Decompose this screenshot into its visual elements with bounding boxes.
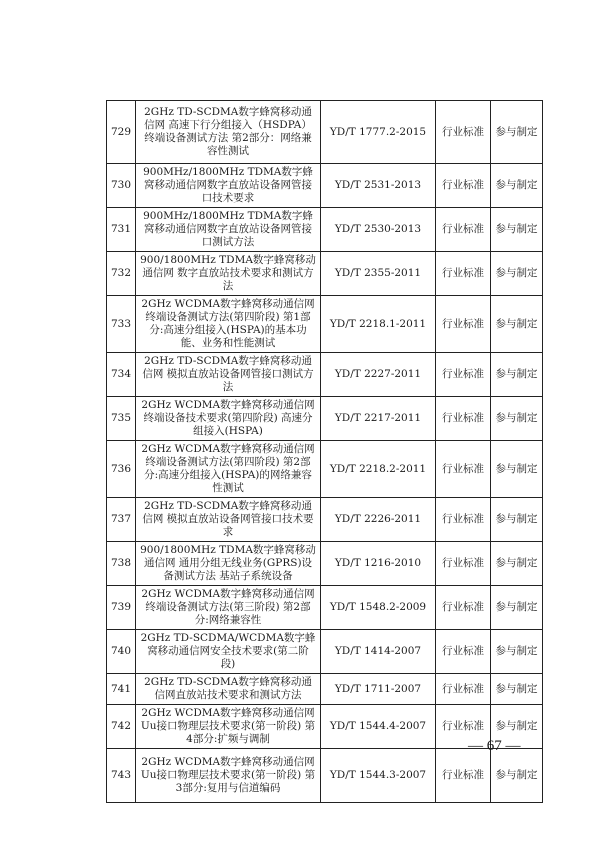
- standard-code: YD/T 2355-2011: [321, 252, 436, 296]
- standard-name: 2GHz WCDMA数字蜂窝移动通信网终端设备测试方法(第四阶段) 第2部分:高速分组接入(HSPA)的网络兼容性测试: [136, 441, 321, 498]
- participation-role: 参与制定: [491, 705, 543, 749]
- standard-type: 行业标准: [436, 397, 491, 441]
- standard-code: YD/T 2227-2011: [321, 353, 436, 397]
- standard-name: 2GHz TD-SCDMA/WCDMA数字蜂窝移动通信网安全技术要求(第二阶段): [136, 630, 321, 674]
- table-row: [107, 296, 543, 353]
- table-row: [107, 101, 543, 164]
- table-row: [107, 749, 543, 803]
- row-number: 735: [107, 397, 136, 441]
- table-row: [107, 397, 543, 441]
- standard-code: YD/T 2531-2013: [321, 164, 436, 208]
- row-number: 732: [107, 252, 136, 296]
- page-number: — 67 —: [468, 738, 521, 754]
- standard-name: 900/1800MHz TDMA数字蜂窝移动通信网 通用分组无线业务(GPRS)设备测试方法 基站子系统设备: [136, 542, 321, 586]
- table-body: [107, 101, 543, 803]
- standard-name: 2GHz TD-SCDMA数字蜂窝移动通信网 模拟直放站设备网管接口测试方法: [136, 353, 321, 397]
- standard-code: YD/T 1711-2007: [321, 674, 436, 705]
- standard-name: 2GHz TD-SCDMA数字蜂窝移动通信网 模拟直放站设备网管接口技术要求: [136, 498, 321, 542]
- standard-name: 900MHz/1800MHz TDMA数字蜂窝移动通信网数字直放站设备网管接口技术要求: [136, 164, 321, 208]
- table-row: [107, 208, 543, 252]
- table-row: [107, 674, 543, 705]
- row-number: 738: [107, 542, 136, 586]
- row-number: 729: [107, 101, 136, 164]
- table-row: [107, 164, 543, 208]
- standard-type: 行业标准: [436, 296, 491, 353]
- participation-role: 参与制定: [491, 164, 543, 208]
- standard-name: 2GHz WCDMA数字蜂窝移动通信网Uu接口物理层技术要求(第一阶段) 第3部分:复用与信道编码: [136, 749, 321, 803]
- row-number: 733: [107, 296, 136, 353]
- standard-type: 行业标准: [436, 586, 491, 630]
- standard-code: YD/T 2217-2011: [321, 397, 436, 441]
- table-row: [107, 353, 543, 397]
- standard-type: 行业标准: [436, 498, 491, 542]
- standard-code: YD/T 1544.4-2007: [321, 705, 436, 749]
- row-number: 743: [107, 749, 136, 803]
- standard-type: 行业标准: [436, 353, 491, 397]
- standard-type: 行业标准: [436, 630, 491, 674]
- standards-table: [106, 100, 543, 803]
- standard-name: 2GHz WCDMA数字蜂窝移动通信网终端设备测试方法(第三阶段) 第2部分:网络兼容性: [136, 586, 321, 630]
- table-row: [107, 630, 543, 674]
- standard-code: YD/T 2218.2-2011: [321, 441, 436, 498]
- standard-code: YD/T 1544.3-2007: [321, 749, 436, 803]
- table-row: [107, 542, 543, 586]
- table-row: [107, 441, 543, 498]
- table-row: [107, 498, 543, 542]
- standard-name: 900MHz/1800MHz TDMA数字蜂窝移动通信网数字直放站设备网管接口测试方法: [136, 208, 321, 252]
- standard-type: 行业标准: [436, 749, 491, 803]
- standard-code: YD/T 1548.2-2009: [321, 586, 436, 630]
- standard-name: 2GHz TD-SCDMA数字蜂窝移动通信网直放站技术要求和测试方法: [136, 674, 321, 705]
- participation-role: 参与制定: [491, 101, 543, 164]
- standard-name: 2GHz WCDMA数字蜂窝移动通信网Uu接口物理层技术要求(第一阶段) 第4部分:扩频与调制: [136, 705, 321, 749]
- standard-name: 2GHz TD-SCDMA数字蜂窝移动通信网 高速下行分组接入（HSDPA） 终端设备测试方法 第2部分：网络兼容性测试: [136, 101, 321, 164]
- row-number: 736: [107, 441, 136, 498]
- table-row: [107, 586, 543, 630]
- standard-code: YD/T 1414-2007: [321, 630, 436, 674]
- standard-code: YD/T 2218.1-2011: [321, 296, 436, 353]
- standard-type: 行业标准: [436, 101, 491, 164]
- row-number: 739: [107, 586, 136, 630]
- standard-type: 行业标准: [436, 542, 491, 586]
- participation-role: 参与制定: [491, 441, 543, 498]
- participation-role: 参与制定: [491, 252, 543, 296]
- participation-role: 参与制定: [491, 586, 543, 630]
- standard-type: 行业标准: [436, 208, 491, 252]
- row-number: 734: [107, 353, 136, 397]
- row-number: 730: [107, 164, 136, 208]
- participation-role: 参与制定: [491, 208, 543, 252]
- participation-role: 参与制定: [491, 397, 543, 441]
- standard-name: 2GHz WCDMA数字蜂窝移动通信网终端设备测试方法(第四阶段) 第1部分:高速分组接入(HSPA)的基本功能、业务和性能测试: [136, 296, 321, 353]
- row-number: 737: [107, 498, 136, 542]
- participation-role: 参与制定: [491, 630, 543, 674]
- participation-role: 参与制定: [491, 498, 543, 542]
- standard-code: YD/T 2226-2011: [321, 498, 436, 542]
- participation-role: 参与制定: [491, 674, 543, 705]
- participation-role: 参与制定: [491, 353, 543, 397]
- participation-role: 参与制定: [491, 296, 543, 353]
- standard-type: 行业标准: [436, 164, 491, 208]
- participation-role: 参与制定: [491, 542, 543, 586]
- standard-name: 2GHz WCDMA数字蜂窝移动通信网终端设备技术要求(第四阶段) 高速分组接入(HSPA): [136, 397, 321, 441]
- standard-name: 900/1800MHz TDMA数字蜂窝移动通信网 数字直放站技术要求和测试方法: [136, 252, 321, 296]
- standard-code: YD/T 1777.2-2015: [321, 101, 436, 164]
- standard-type: 行业标准: [436, 705, 491, 749]
- table-row: [107, 252, 543, 296]
- standard-type: 行业标准: [436, 441, 491, 498]
- row-number: 741: [107, 674, 136, 705]
- standard-type: 行业标准: [436, 674, 491, 705]
- row-number: 731: [107, 208, 136, 252]
- standard-code: YD/T 1216-2010: [321, 542, 436, 586]
- row-number: 740: [107, 630, 136, 674]
- row-number: 742: [107, 705, 136, 749]
- standard-type: 行业标准: [436, 252, 491, 296]
- standard-code: YD/T 2530-2013: [321, 208, 436, 252]
- participation-role: 参与制定: [491, 749, 543, 803]
